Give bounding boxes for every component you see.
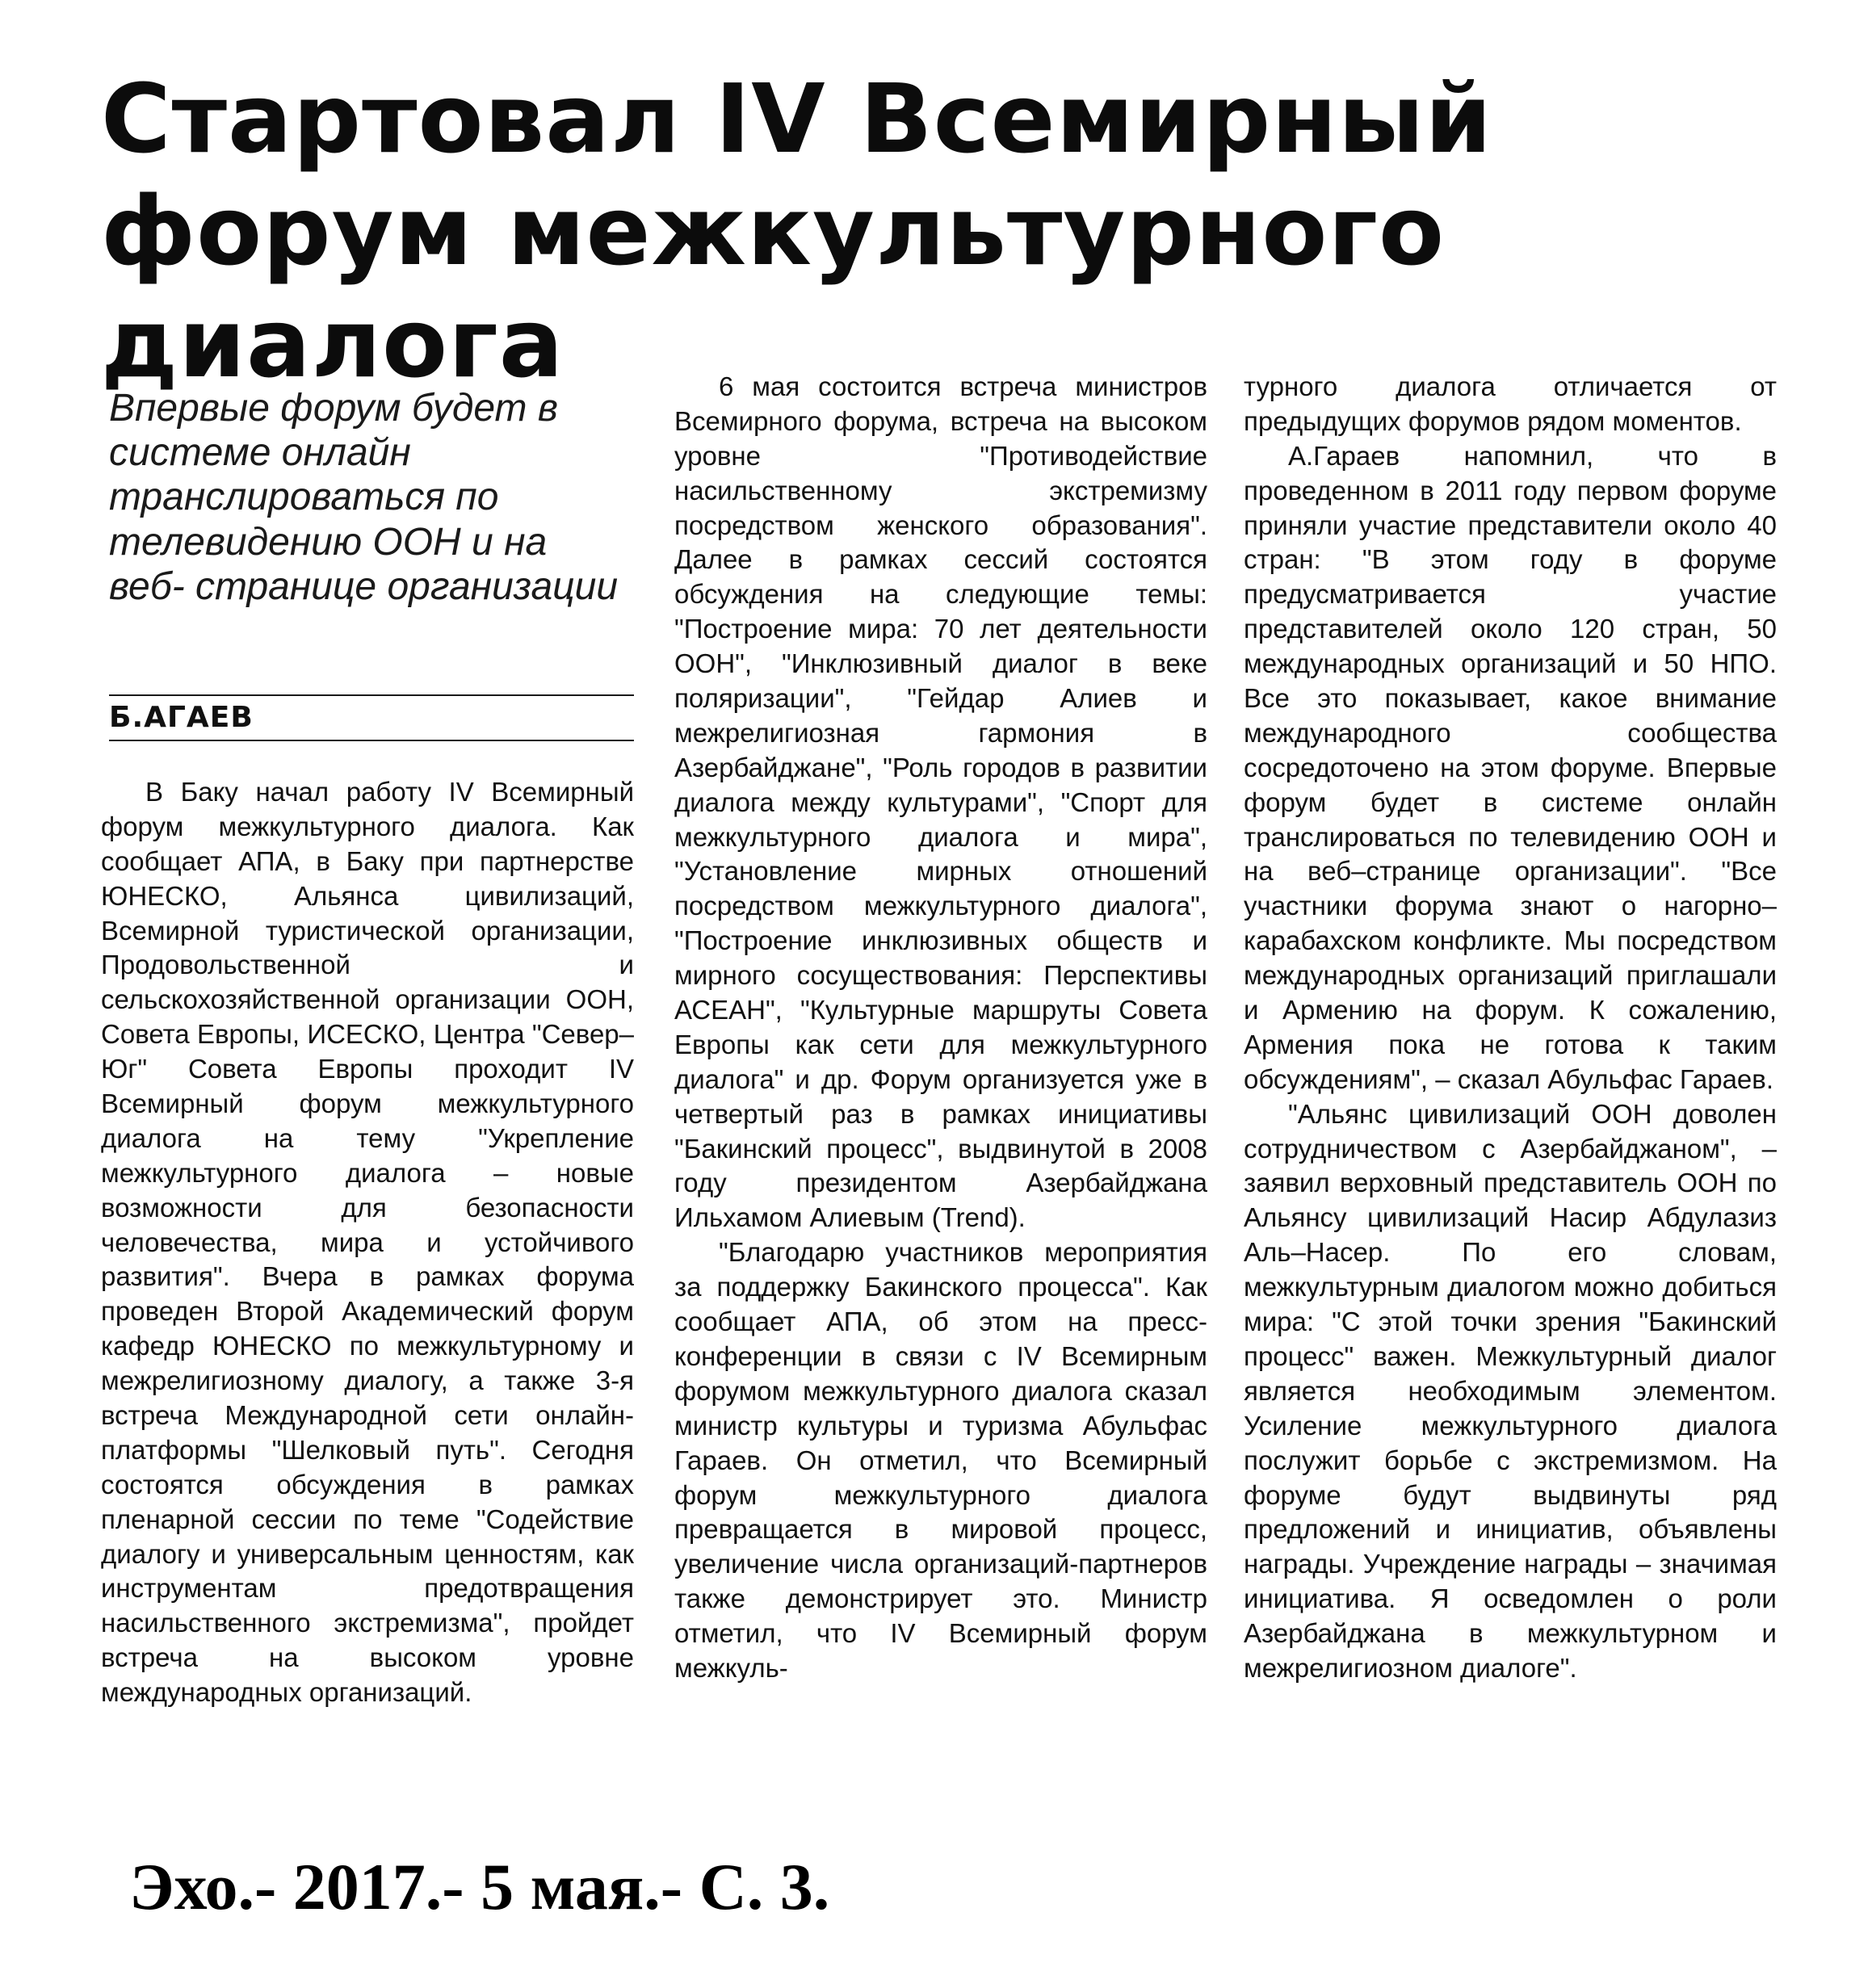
column-3-paragraph-2: А.Гараев напомнил, что в проведенном в 2011 году первом форуме приняли участие представители около 40 стран: "В этом году в форуме предусматривается участие представителей около 120 стран, 50 международных организаций и 50 НПО. Все это показывает, какое внимание международного сообщества сосредоточено на этом форуме. Впервые форум будет в системе онлайн транслироваться по телевидению ООН и на веб–странице организации". "Все участники форума знают о нагорно–карабахском конфликте. Мы посредством международных организаций приглашали и Армению на форум. К сожалению, Армения пока не готова к таким обсуждениям", – сказал Абульфас Гараев. xyxy=(1244,440,1777,1094)
article-byline: Б.АГАЕВ xyxy=(109,701,254,734)
column-3-paragraph-3: "Альянс цивилизаций ООН доволен сотрудничеством с Азербайджаном", – заявил верховный представитель ООН по Альянсу цивилизаций Насир Абдулазиз Аль–Насер. По его словам, межкультурным диалогом можно добиться мира: "С этой точки зрения "Бакинский процесс" важен. Межкультурный диалог является необходимым элементом. Усиление межкультурного диалога послужит борьбе с экстремизмом. На форуме будут выдвинуты ряд предложений и инициатив, объявлены награды. Учреждение награды – значимая инициатива. Я осведомлен о роли Азербайджана в межкультурном и межрелигиозном диалоге". xyxy=(1244,1098,1777,1683)
column-1-paragraph-1: В Баку начал работу IV Всемирный форум межкультурного диалога. Как сообщает АПА, в Баку при партнерстве ЮНЕСКО, Альянса цивилизаций, Всемирной туристической организации, Продовольственной и сельскохозяйственной организации ООН, Совета Европы, ИСЕСКО, Центра "Север–Юг" Совета Европы проходит IV Всемирный форум межкультурного диалога на тему "Укрепление межкультурного диалога – новые возможности для безопасности человечества, мира и устойчивого развития". Вчера в рамках форума проведен Второй Академический форум кафедр ЮНЕСКО по межкультурному и межрелигиозному диалогу, а также 3-я встреча Международной сети онлайн-платформы "Шелковый путь". Сегодня состоятся обсуждения в рамках пленарной сессии по теме "Содействие диалогу и универсальным ценностям, как инструментам предотвращения насильственного экстремизма", пройдет встреча на высоком уровне международных организаций. xyxy=(101,777,634,1708)
byline-bottom-rule xyxy=(109,740,634,741)
article-lead: Впервые форум будет в системе онлайн транслироваться по телевидению ООН и на веб- странице организации xyxy=(109,387,619,608)
article-headline: Стартовал IV Всемирный форум межкультурного диалога xyxy=(101,63,1493,400)
article-column-3 xyxy=(1244,370,1777,1686)
column-2-paragraph-2: "Благодарю участников мероприятия за поддержку Бакинского процесса". Как сообщает АПА, об этом на пресс-конференции в связи с IV Всемирным форумом межкультурного диалога сказал министр культуры и туризма Абульфас Гараев. Он отметил, что Всемирный форум межкультурного диалога превращается в мировой процесс, увеличение числа организаций-партнеров также демонстрирует это. Министр отметил, что IV Всемирный форум межкуль- xyxy=(674,1237,1207,1683)
column-2-paragraph-1: 6 мая состоится встреча министров Всемирного форума, встреча на высоком уровне "Противодействие насильственному экстремизму посредством женского образования". Далее в рамках сессий состоятся обсуждения на следующие темы: "Построение мира: 70 лет деятельности ООН", "Инклюзивный диалог в веке поляризации", "Гейдар Алиев и межрелигиозная гармония в Азербайджане", "Роль городов в развитии диалога между культурами", "Спорт для межкультурного диалога и мира", "Установление мирных отношений посредством межкультурного диалога", "Построение инклюзивных обществ и мирного сосуществования: Перспективы АСЕАН", "Культурные маршруты Совета Европы как сети для межкультурного диалога" и др. Форум организуется уже в четвертый раз в рамках инициативы "Бакинский процесс", выдвинутой в 2008 году президентом Азербайджана Ильхамом Алиевым (Trend). xyxy=(674,371,1207,1233)
article-column-2 xyxy=(674,370,1207,1686)
column-3-paragraph-1: турного диалога отличается от предыдущих форумов рядом моментов. xyxy=(1244,371,1777,436)
article-column-1 xyxy=(101,775,634,1710)
byline-top-rule xyxy=(109,694,634,696)
source-citation: Эхо.- 2017.- 5 мая.- С. 3. xyxy=(129,1850,830,1923)
